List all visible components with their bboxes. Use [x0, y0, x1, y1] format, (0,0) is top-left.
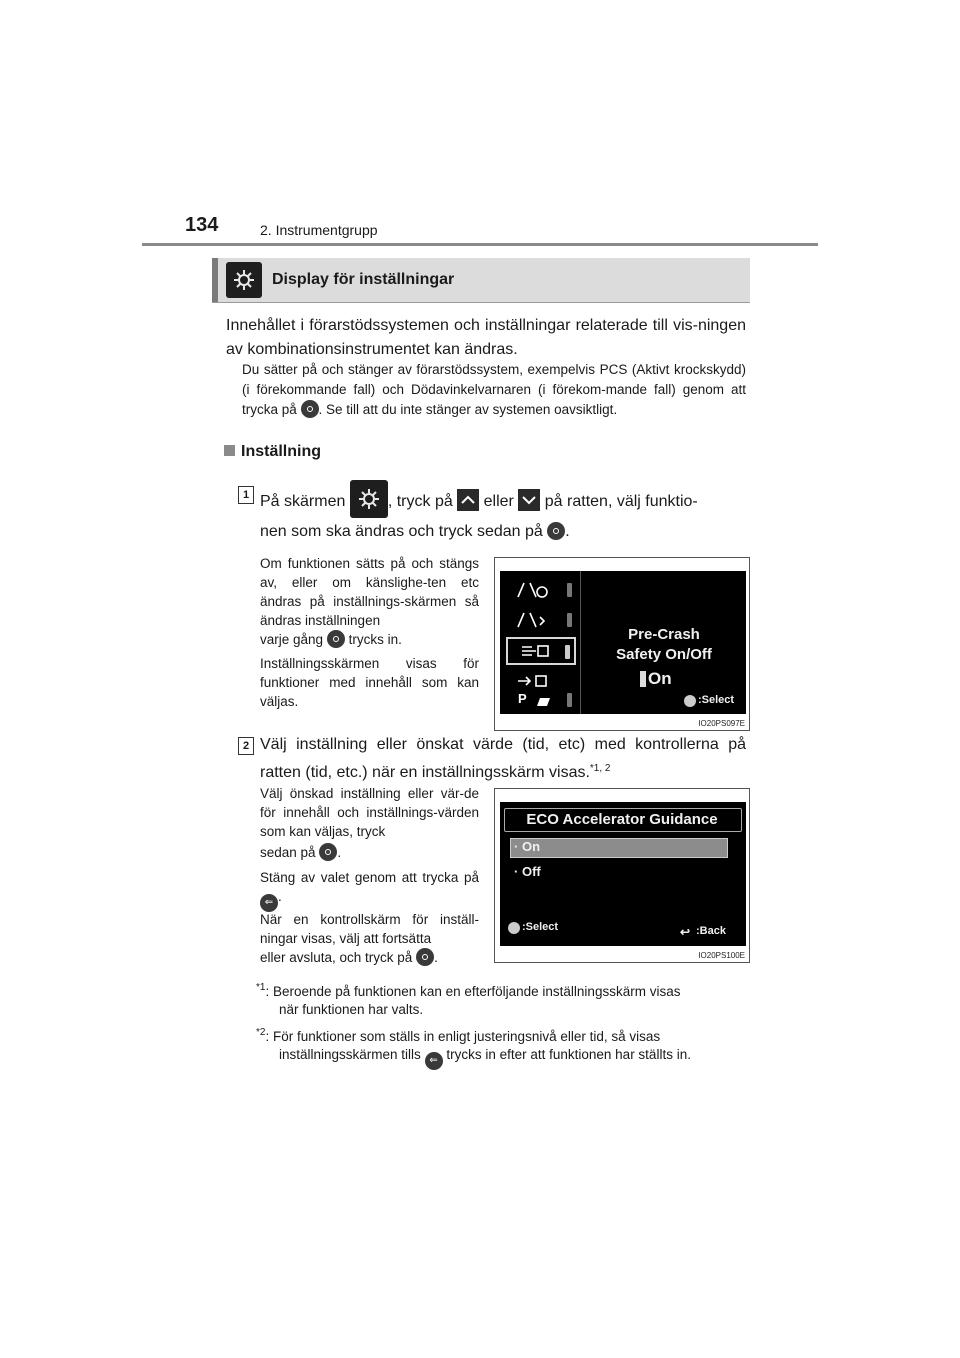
option-off-label: Off [521, 864, 541, 879]
step-1-text-d: på ratten, välj funktio- [544, 493, 698, 510]
select-button-icon [508, 922, 520, 934]
ok-button-icon [327, 630, 345, 648]
step-1-badge: 1 [238, 486, 254, 504]
square-bullet-icon [224, 445, 235, 456]
step-2-side-text-2 [260, 843, 479, 863]
step-2-footnote-ref: *1, 2 [589, 763, 611, 774]
option-off: · Off [514, 864, 541, 879]
select-button-icon [684, 695, 696, 707]
screen-back-label: :Back [696, 925, 726, 937]
screenshot-pre-crash [494, 557, 750, 731]
step-1-line-2 [260, 520, 750, 544]
section-underline [212, 302, 750, 303]
footnote-2-mark: *2 [256, 1027, 266, 1038]
menu-divider [580, 571, 581, 714]
section-header [212, 258, 750, 302]
up-arrow-icon [457, 489, 479, 511]
step-2-side-text-4: När en kontrollskärm för inställ-ningar visas, välj att fortsätta [260, 912, 479, 946]
subsection-heading [224, 443, 321, 461]
footnote-2-text: : För funktioner som ställs in enligt justeringsnivå eller tid, så visas [265, 1029, 661, 1044]
step-2-side-5b: . [434, 950, 438, 965]
step-2-side-2a: sedan på [260, 845, 316, 860]
step-1-side-2b: trycks in. [348, 632, 402, 647]
step-1-line-1 [260, 480, 750, 518]
screen-state: On [648, 669, 672, 688]
display-screen [500, 571, 746, 714]
option-on-label: On [521, 839, 541, 854]
step-1-side-text-2 [260, 630, 479, 650]
driver-assist-icon [514, 579, 554, 603]
step-2-side-text-3 [260, 868, 479, 912]
step-2-side-text-5 [260, 948, 479, 968]
menu-item-3-selected [506, 637, 576, 665]
footnote-1-cont: när funktionen har valts. [279, 1002, 424, 1017]
ok-button-icon [416, 948, 434, 966]
screen-title-line-1: Pre-Crash [628, 626, 700, 643]
back-button-icon: ⇐ [260, 894, 278, 912]
note-text-1: Du sätter på och stänger av förarstödssystem, exempelvis PCS (Aktivt krockskydd) (i förekommande fall) och Dödavinkelvarnaren (i förekom-mande fall) genom att trycka på [242, 362, 746, 417]
footnote-2-text-a: inställningsskärmen tills [279, 1047, 421, 1062]
step-2-side-3a: Stäng av valet genom att trycka på [260, 870, 479, 885]
step-1-text-f: . [565, 523, 570, 540]
step-1-side-text-3: Inställningsskärmen visas för funktioner med innehåll som kan väljas. [260, 656, 479, 709]
screen-select-label: :Select [698, 694, 735, 706]
down-arrow-icon [518, 489, 540, 511]
screen-title: ECO Accelerator Guidance [526, 811, 718, 828]
step-1-side-2a: varje gång [260, 632, 324, 647]
parking-sensor-icon [534, 691, 554, 711]
step-2-side-text-1: Välj önskad inställning eller vär-de för innehåll och inställnings-värden som kan väljas, tryck [260, 786, 479, 839]
step-1-text-b: , tryck på [387, 493, 453, 510]
display-screen [500, 802, 746, 946]
option-on-highlight [510, 838, 728, 858]
footnote-1-mark: *1 [256, 982, 266, 993]
return-arrow-icon: ↩ [680, 925, 691, 939]
image-code: IO20PS097E [698, 719, 745, 728]
step-2-side-2b: . [337, 845, 342, 860]
menu-bar [565, 645, 570, 659]
pre-crash-icon [516, 639, 556, 663]
ok-button-icon [547, 522, 565, 540]
ok-button-icon [319, 843, 337, 861]
footnote-2-cont [279, 1044, 749, 1070]
step-2-side-3b: . [278, 889, 282, 904]
screen-select-label: :Select [522, 921, 559, 933]
header-rule [142, 243, 818, 246]
step-2-text: Välj inställning eller önskat värde (tid, etc) med kontrollerna på ratten (tid, etc.) när en inställningsskärm visas. [260, 736, 746, 781]
ok-button-icon [301, 400, 319, 418]
step-1-side-text-1: Om funktionen sätts på och stängs av, eller om känslighe-ten etc ändras på inställnings-skärmen så ändras inställningen [260, 556, 479, 628]
note-paragraph [242, 360, 746, 420]
image-code: IO20PS100E [698, 951, 745, 960]
lane-assist-icon [514, 609, 554, 633]
menu-bar [567, 583, 572, 597]
settings-gear-icon [226, 262, 262, 298]
status-indicator [640, 671, 646, 687]
intro-paragraph: Innehållet i förarstödssystemen och inställningar relaterade till vis-ningen av kombinationsinstrumentet kan ändras. [226, 317, 746, 358]
screen-title-line-2: Safety On/Off [616, 646, 712, 663]
screenshot-eco-guidance [494, 788, 750, 963]
section-title: Display för inställningar [272, 271, 455, 288]
menu-item-5 [506, 687, 576, 715]
step-1-text-a: På skärmen [260, 493, 346, 510]
step-2-paragraph [260, 733, 746, 785]
parking-label: P [518, 691, 527, 706]
subsection-title: Inställning [241, 443, 321, 460]
note-text-2: . Se till att du inte stänger av systemen oavsiktligt. [318, 402, 618, 417]
chapter-title: 2. Instrumentgrupp [260, 222, 378, 238]
step-2-side-5a: eller avsluta, och tryck på [260, 950, 413, 965]
step-2-badge: 2 [238, 737, 254, 755]
footnote-2-text-b: trycks in efter att funktionen har ställts in. [446, 1047, 691, 1062]
menu-item-1 [506, 577, 576, 605]
step-1-text-c: eller [483, 493, 514, 510]
settings-gear-icon [350, 480, 388, 518]
menu-bar [567, 693, 572, 707]
step-1-text-e: nen som ska ändras och tryck sedan på [260, 523, 543, 540]
back-button-icon: ⇐ [425, 1052, 443, 1070]
option-on: · On [514, 839, 541, 854]
page-number: 134 [185, 214, 219, 236]
menu-item-2 [506, 607, 576, 635]
footnote-1-text: : Beroende på funktionen kan en efterföljande inställningsskärm visas [265, 984, 681, 999]
menu-bar [567, 613, 572, 627]
